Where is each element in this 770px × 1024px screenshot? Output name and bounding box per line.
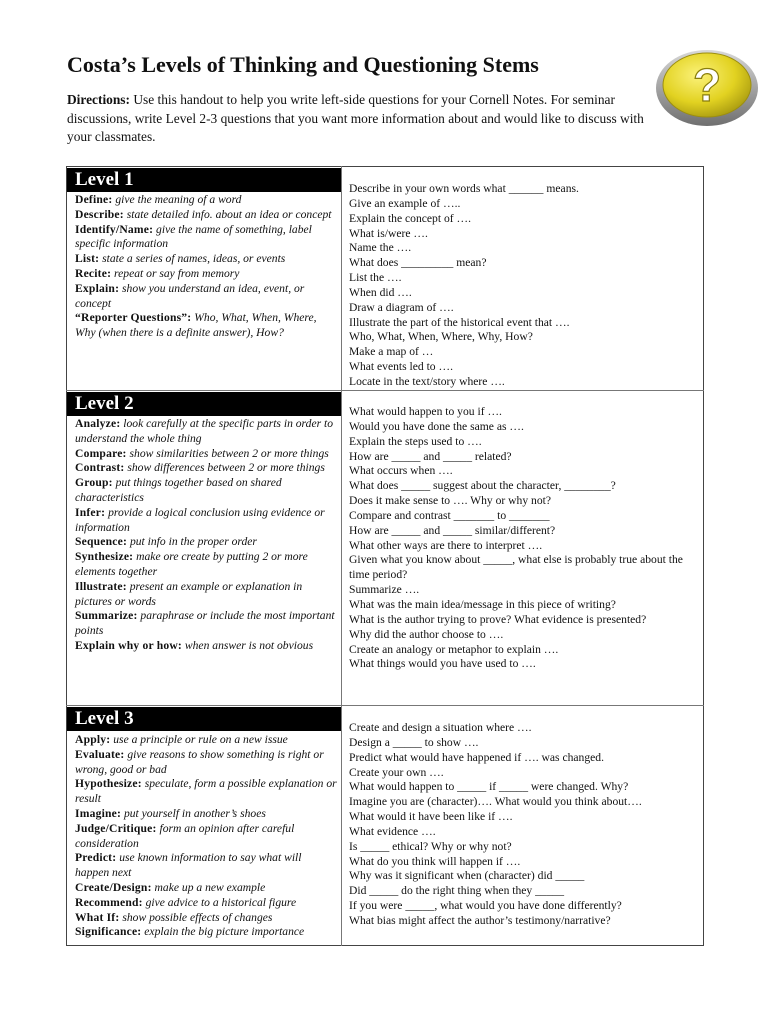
definition-item <box>75 748 337 778</box>
definition-term: Evaluate: <box>75 747 125 761</box>
definition-term: “Reporter Questions”: <box>75 311 192 325</box>
level-1-question-stems <box>349 182 699 390</box>
definition-item <box>75 417 337 447</box>
definition-item <box>75 639 337 654</box>
definition-text: put things together based on shared characteristics <box>75 476 282 504</box>
row-divider-1 <box>66 390 704 391</box>
definition-term: Explain: <box>75 281 120 295</box>
definition-text: paraphrase or include the most important points <box>75 609 335 638</box>
definition-term: What If: <box>75 910 120 924</box>
definition-text: give the meaning of a word <box>112 193 242 206</box>
definition-term: Imagine: <box>75 806 122 820</box>
definition-text: put yourself in another’s shoes <box>121 806 266 820</box>
question-stem: If you were _____, what would you have done differently? <box>349 899 622 913</box>
question-stem: Would you have done the same as …. <box>349 419 524 433</box>
definition-term: Sequence: <box>75 535 128 549</box>
level-3-definitions <box>75 733 337 940</box>
question-stem: Design a _____ to show …. <box>349 735 479 749</box>
definition-item <box>75 733 337 748</box>
definition-term: Apply: <box>75 733 111 746</box>
definition-item <box>75 476 337 506</box>
definition-term: Synthesize: <box>75 550 134 564</box>
definition-term: Judge/Critique: <box>75 821 157 835</box>
definition-term: Identify/Name: <box>75 222 154 236</box>
definition-item <box>75 461 337 476</box>
question-stem: List the …. <box>349 271 402 285</box>
definition-item <box>75 506 337 536</box>
question-stem: Draw a diagram of …. <box>349 300 454 314</box>
level-1-definitions <box>75 193 337 341</box>
definition-term: Summarize: <box>75 609 138 623</box>
definition-text: repeat or say from memory <box>111 266 240 280</box>
definition-item <box>75 911 337 926</box>
question-stem: What would happen to you if …. <box>349 405 502 418</box>
level-heading: Level 1 <box>67 168 341 192</box>
definition-text: look carefully at the specific parts in order to understand the whole thing <box>75 417 334 445</box>
question-stem: Make a map of … <box>349 345 434 359</box>
question-stem: What occurs when …. <box>349 464 453 478</box>
definition-text: make up a new example <box>151 880 266 894</box>
definition-item <box>75 535 337 550</box>
question-stem: Locate in the text/story where …. <box>349 374 505 388</box>
definition-term: Describe: <box>75 207 124 221</box>
directions <box>67 91 655 147</box>
question-stem: Illustrate the part of the historical event that …. <box>349 315 570 329</box>
definition-text: show you understand an idea, event, or concept <box>75 281 305 310</box>
definition-item <box>75 311 337 341</box>
definition-term: Explain why or how: <box>75 638 182 652</box>
definition-text: show differences between 2 or more things <box>124 461 325 475</box>
definition-item <box>75 896 337 911</box>
definition-term: Recite: <box>75 266 112 280</box>
definition-item <box>75 822 337 852</box>
definition-text: give advice to a historical figure <box>142 895 297 909</box>
question-stem: Does it make sense to …. Why or why not? <box>349 494 551 508</box>
question-stem: Name the …. <box>349 241 412 255</box>
definition-text: present an example or explanation in pictures or words <box>75 579 303 608</box>
definition-item <box>75 252 337 267</box>
directions-label: Directions: <box>67 92 130 107</box>
question-stem: Explain the concept of …. <box>349 211 472 225</box>
definition-text: form an opinion after careful consideration <box>75 821 295 850</box>
question-stem: How are _____ and _____ similar/different? <box>349 523 556 537</box>
definition-term: Compare: <box>75 446 127 460</box>
level-3-question-stems <box>349 721 699 929</box>
definition-item <box>75 777 337 807</box>
definition-text: state a series of names, ideas, or events <box>99 252 286 266</box>
question-stem: Given what you know about _____, what else is probably true about the time period? <box>349 553 683 582</box>
question-stem: Why was it significant when (character) did _____ <box>349 869 585 883</box>
definition-item <box>75 193 337 208</box>
definition-text: speculate, form a possible explanation or result <box>75 777 337 806</box>
question-stem: What things would you have used to …. <box>349 657 536 671</box>
definition-text: Who, What, When, Where, Why (when there is a definite answer), How? <box>75 311 317 340</box>
question-stem: What events led to …. <box>349 360 453 374</box>
definition-text: show similarities between 2 or more things <box>126 446 329 460</box>
definition-item <box>75 208 337 223</box>
definition-term: Significance: <box>75 925 142 939</box>
definition-term: Create/Design: <box>75 880 152 894</box>
level-heading: Level 3 <box>67 707 341 731</box>
definition-item <box>75 223 337 253</box>
definition-term: Analyze: <box>75 417 121 430</box>
definition-item <box>75 925 337 940</box>
question-mark-glyph: ? <box>692 59 722 111</box>
definition-text: use a principle or rule on a new issue <box>110 733 288 746</box>
question-stem: What does _________ mean? <box>349 256 487 270</box>
definition-term: Group: <box>75 476 113 490</box>
definition-text: use known information to say what will happen next <box>75 851 302 880</box>
definition-text: give the name of something, label specific information <box>75 222 312 251</box>
question-stem: What evidence …. <box>349 824 436 838</box>
page-title: Costa’s Levels of Thinking and Questioning Stems <box>67 52 539 77</box>
row-divider-2 <box>66 705 704 706</box>
definition-text: show possible effects of changes <box>119 910 273 924</box>
question-stem: Create an analogy or metaphor to explain …. <box>349 642 559 656</box>
question-stem: Explain the steps used to …. <box>349 434 482 448</box>
question-stem: How are _____ and _____ related? <box>349 449 512 463</box>
definition-item <box>75 580 337 610</box>
definition-text: state detailed info. about an idea or concept <box>123 207 332 221</box>
question-stem: What bias might affect the author’s testimony/narrative? <box>349 913 611 927</box>
definition-text: when answer is not obvious <box>182 638 314 652</box>
definition-text: provide a logical conclusion using evidence or information <box>75 505 325 534</box>
question-stem: What does _____ suggest about the character, ________? <box>349 479 616 493</box>
definition-text: make ore create by putting 2 or more elements together <box>75 550 308 578</box>
question-stem: Who, What, When, Where, Why, How? <box>349 330 533 344</box>
definition-item <box>75 267 337 282</box>
definition-term: Illustrate: <box>75 579 127 593</box>
definition-item <box>75 447 337 462</box>
definition-term: Contrast: <box>75 461 125 475</box>
definition-term: Infer: <box>75 505 106 519</box>
definition-text: put info in the proper order <box>127 535 257 549</box>
definition-item <box>75 807 337 822</box>
definition-term: Define: <box>75 193 113 206</box>
question-stem: Imagine you are (character)…. What would you think about…. <box>349 795 642 809</box>
definition-term: Hypothesize: <box>75 777 142 791</box>
question-stem: Summarize …. <box>349 583 420 597</box>
question-stem: Predict what would have happened if …. was changed. <box>349 750 604 764</box>
definition-item <box>75 851 337 881</box>
directions-text: Use this handout to help you write left-side questions for your Cornell Notes. For seminar discussions, write Level 2-3 questions that you want more information about and would like to discuss with your classmates. <box>67 92 644 144</box>
question-stem: What do you think will happen if …. <box>349 854 521 868</box>
question-stem: What is the author trying to prove? What evidence is presented? <box>349 612 647 626</box>
question-mark-icon <box>654 44 760 128</box>
definition-item <box>75 609 337 639</box>
level-2-definitions <box>75 417 337 654</box>
definition-term: Recommend: <box>75 895 143 909</box>
level-heading: Level 2 <box>67 392 341 416</box>
question-stem: Is _____ ethical? Why or why not? <box>349 839 512 853</box>
question-stem: What is/were …. <box>349 226 428 240</box>
definition-text: explain the big picture importance <box>141 925 305 939</box>
question-stem: What would happen to _____ if _____ were changed. Why? <box>349 780 629 794</box>
question-stem: Create your own …. <box>349 765 444 779</box>
question-stem: When did …. <box>349 285 412 299</box>
column-divider <box>341 166 342 946</box>
question-stem: Create and design a situation where …. <box>349 721 532 734</box>
question-stem: What would it have been like if …. <box>349 810 513 824</box>
question-stem: What was the main idea/message in this piece of writing? <box>349 597 616 611</box>
question-stem: Give an example of ….. <box>349 196 461 210</box>
question-stem: Did _____ do the right thing when they _____ <box>349 884 565 898</box>
definition-item <box>75 550 337 580</box>
definition-item <box>75 881 337 896</box>
question-stem: What other ways are there to interpret …. <box>349 538 543 552</box>
definition-item <box>75 282 337 312</box>
definition-term: List: <box>75 252 100 266</box>
question-stem: Compare and contrast _______ to _______ <box>349 508 550 522</box>
question-stem: Why did the author choose to …. <box>349 627 504 641</box>
definition-text: give reasons to show something is right or wrong, good or bad <box>75 747 324 776</box>
level-2-question-stems <box>349 405 699 672</box>
definition-term: Predict: <box>75 851 117 865</box>
question-stem: Describe in your own words what ______ means. <box>349 182 579 195</box>
